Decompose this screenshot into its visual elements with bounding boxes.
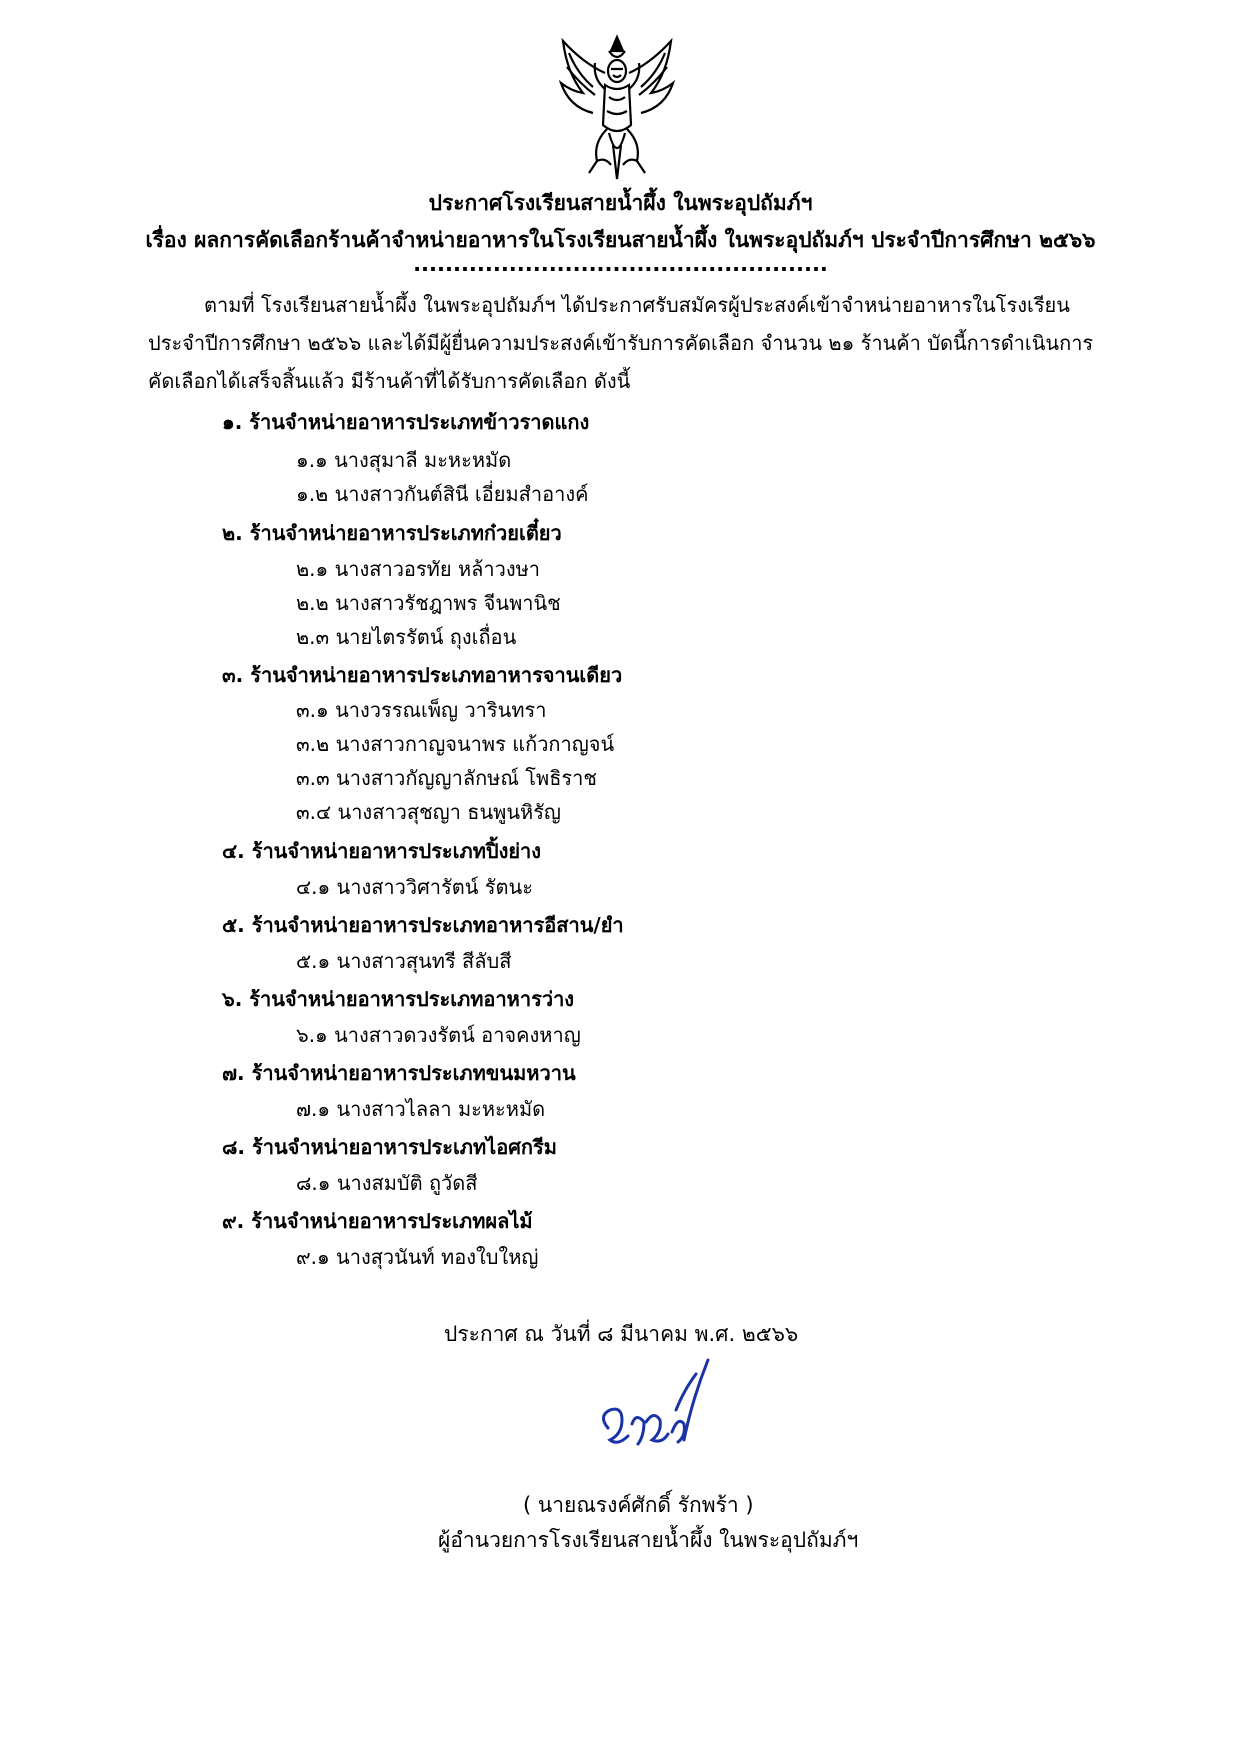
garuda-emblem-icon bbox=[553, 33, 681, 183]
category-title: ๒. ร้านจำหน่ายอาหารประเภทก๋วยเตี๋ยว bbox=[222, 521, 562, 545]
category-title: ๗. ร้านจำหน่ายอาหารประเภทขนมหวาน bbox=[222, 1061, 576, 1085]
person-item: ๓.๑ นางวรรณเพ็ญ วารินทรา bbox=[296, 698, 547, 722]
person-item: ๒.๓ นายไตรรัตน์ ถุงเถื่อน bbox=[296, 625, 517, 649]
person-item: ๗.๑ นางสาวไลลา มะหะหมัด bbox=[296, 1097, 546, 1121]
announcement-title: ประกาศโรงเรียนสายน้ำผึ้ง ในพระอุปถัมภ์ฯ bbox=[428, 191, 813, 215]
handwritten-signature bbox=[588, 1350, 718, 1460]
signer-title: ผู้อำนวยการโรงเรียนสายน้ำผึ้ง ในพระอุปถัมภ์ฯ bbox=[438, 1528, 859, 1552]
category-title: ๙. ร้านจำหน่ายอาหารประเภทผลไม้ bbox=[222, 1209, 533, 1233]
intro-line-3: คัดเลือกได้เสร็จสิ้นแล้ว มีร้านค้าที่ได้รับการคัดเลือก ดังนี้ bbox=[148, 369, 631, 393]
intro-paragraph bbox=[148, 286, 1108, 400]
dotted-separator: .................................................... bbox=[413, 252, 828, 276]
signer-name: ( นายณรงค์ศักดิ์ รักพร้า ) bbox=[523, 1493, 754, 1517]
person-item: ๔.๑ นางสาววิศารัตน์ รัตนะ bbox=[296, 875, 533, 899]
intro-line-1: ตามที่ โรงเรียนสายน้ำผึ้ง ในพระอุปถัมภ์ฯ ได้ประกาศรับสมัครผู้ประสงค์เข้าจำหน่ายอาหารในโรงเรียน bbox=[204, 293, 1070, 317]
intro-line-2: ประจำปีการศึกษา ๒๕๖๖ และได้มีผู้ยื่นความประสงค์เข้ารับการคัดเลือก จำนวน ๒๑ ร้านค้า บัดนี้การดำเนินการ bbox=[148, 331, 1094, 355]
category-title: ๑. ร้านจำหน่ายอาหารประเภทข้าวราดแกง bbox=[222, 410, 590, 434]
person-item: ๑.๒ นางสาวกันต์สินี เอี่ยมสำอางค์ bbox=[296, 482, 589, 506]
category-title: ๖. ร้านจำหน่ายอาหารประเภทอาหารว่าง bbox=[222, 987, 575, 1011]
person-item: ๒.๑ นางสาวอรทัย หล้าวงษา bbox=[296, 557, 541, 581]
person-item: ๑.๑ นางสุมาลี มะหะหมัด bbox=[296, 448, 512, 472]
category-title: ๔. ร้านจำหน่ายอาหารประเภทปิ้งย่าง bbox=[222, 839, 542, 863]
person-item: ๘.๑ นางสมบัติ ถูวัดสี bbox=[296, 1171, 478, 1195]
person-item: ๓.๓ นางสาวกัญญาลักษณ์ โพธิราช bbox=[296, 766, 597, 790]
person-item: ๙.๑ นางสุวนันท์ ทองใบใหญ่ bbox=[296, 1245, 539, 1269]
person-item: ๓.๔ นางสาวสุชญา ธนพูนหิรัญ bbox=[296, 800, 561, 824]
category-title: ๘. ร้านจำหน่ายอาหารประเภทไอศกรีม bbox=[222, 1135, 557, 1159]
person-item: ๖.๑ นางสาวดวงรัตน์ อาจคงหาญ bbox=[296, 1023, 581, 1047]
announcement-date: ประกาศ ณ วันที่ ๘ มีนาคม พ.ศ. ๒๕๖๖ bbox=[444, 1322, 799, 1346]
person-item: ๓.๒ นางสาวกาญจนาพร แก้วกาญจน์ bbox=[296, 732, 615, 756]
announcement-subject: เรื่อง ผลการคัดเลือกร้านค้าจำหน่ายอาหารในโรงเรียนสายน้ำผึ้ง ในพระอุปถัมภ์ฯ ประจำปีการศึกษา ๒๕๖๖ bbox=[145, 228, 1096, 252]
category-title: ๓. ร้านจำหน่ายอาหารประเภทอาหารจานเดียว bbox=[222, 663, 623, 687]
person-item: ๕.๑ นางสาวสุนทรี สีลับสี bbox=[296, 949, 512, 973]
person-item: ๒.๒ นางสาวรัชฎาพร จีนพานิช bbox=[296, 591, 561, 615]
category-title: ๕. ร้านจำหน่ายอาหารประเภทอาหารอีสาน/ยำ bbox=[222, 913, 624, 937]
